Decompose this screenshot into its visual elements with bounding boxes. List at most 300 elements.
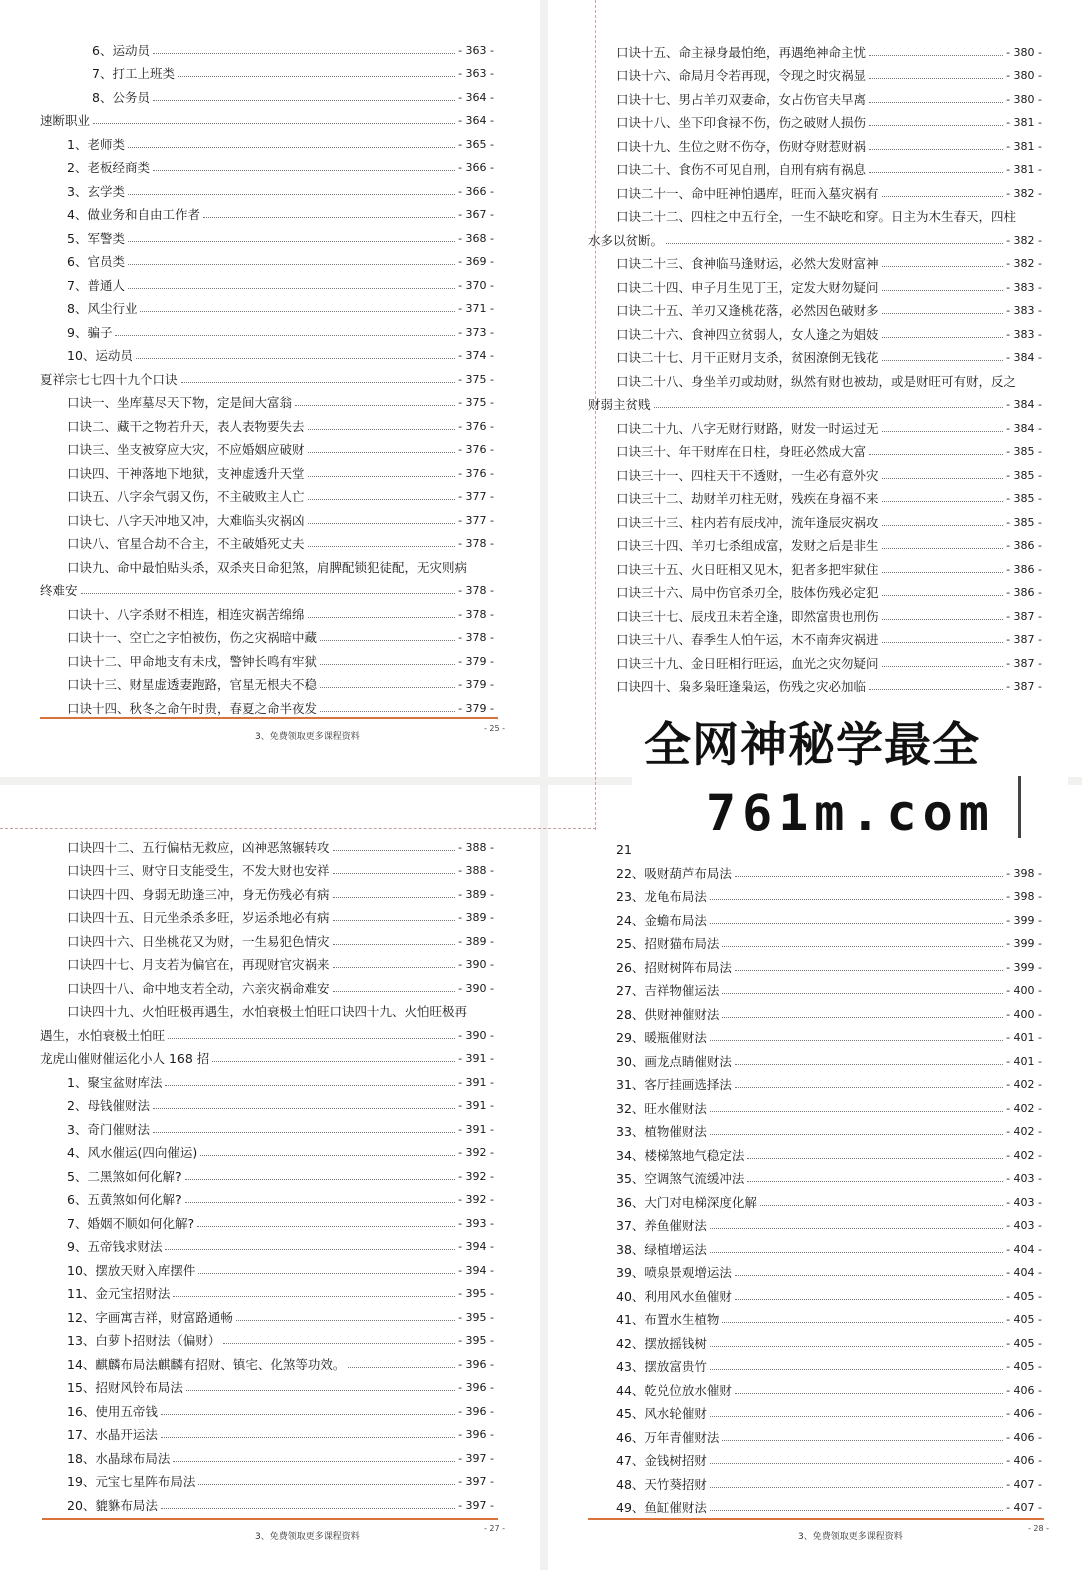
toc-page-ref: - 406 - xyxy=(1006,1454,1042,1467)
toc-page-ref: - 391 - xyxy=(458,1122,494,1136)
toc-entry[interactable] xyxy=(548,1468,1082,1492)
toc-leader xyxy=(153,1108,455,1109)
toc-entry-title: 9、骗子 xyxy=(67,324,113,340)
toc-entry-title: 5、军警类 xyxy=(67,230,125,246)
toc-entry-title: 口诀三十三、柱内若有辰戌冲，流年逢辰灾祸攻 xyxy=(616,514,879,530)
toc-entry[interactable] xyxy=(0,1207,540,1231)
toc-entry[interactable] xyxy=(548,1421,1082,1445)
toc-entry-title: 37、养鱼催财法 xyxy=(616,1218,707,1233)
watermark-url: 761m.com xyxy=(706,784,995,842)
toc-page-ref: - 392 - xyxy=(458,1169,494,1183)
toc-entry-title: 口诀三十、年干财库在日柱，身旺必然成大富 xyxy=(616,444,867,459)
toc-entry[interactable] xyxy=(0,622,540,646)
toc-entry-title: 口诀三十一、四柱天干不透财，一生必有意外灾 xyxy=(616,467,879,483)
toc-page-ref: - 379 - xyxy=(458,678,494,691)
toc-page-ref: - 406 - xyxy=(1006,1407,1042,1420)
toc-entry-title: 2、老板经商类 xyxy=(67,160,150,175)
toc-entry[interactable] xyxy=(548,577,1082,601)
toc-entry-title: 口诀四十九、火怕旺极再遇生，水怕衰极土怕旺口诀四十九、火怕旺极再 xyxy=(67,1004,468,1019)
toc-leader xyxy=(348,1367,455,1368)
toc-leader xyxy=(198,1484,455,1485)
toc-entry[interactable] xyxy=(548,1045,1082,1069)
toc-leader xyxy=(153,1132,455,1133)
toc-page-ref: - 394 - xyxy=(458,1263,494,1277)
toc-entry-title: 口诀二十四、申子月生见丁王，定发大财勿疑问 xyxy=(616,279,879,295)
toc-entry-title: 口诀十、八字杀财不相连，相连灾祸苦绵绵 xyxy=(67,606,305,622)
toc-leader xyxy=(93,123,455,124)
toc-page-ref: - 383 - xyxy=(1006,280,1042,294)
toc-entry[interactable] xyxy=(548,436,1082,460)
toc-page-ref: - 374 - xyxy=(458,349,494,362)
toc-entry[interactable] xyxy=(0,1348,540,1372)
toc-entry[interactable] xyxy=(548,975,1082,999)
toc-page-ref: - 396 - xyxy=(458,1428,494,1441)
toc-leader xyxy=(666,243,1003,244)
toc-entry[interactable] xyxy=(548,647,1082,671)
toc-entry[interactable] xyxy=(0,434,540,458)
toc-page-ref: - 395 - xyxy=(458,1310,494,1324)
toc-entry[interactable] xyxy=(0,105,540,129)
toc-entry-title-continued: 水多以贫断。 xyxy=(588,232,664,248)
toc-leader xyxy=(710,1463,1003,1464)
toc-entry[interactable] xyxy=(0,481,540,505)
toc-leader xyxy=(153,53,455,54)
toc-entry[interactable] xyxy=(548,130,1082,154)
toc-leader xyxy=(869,149,1003,150)
toc-entry[interactable] xyxy=(548,1398,1082,1422)
toc-page-ref: - 382 - xyxy=(1006,257,1042,270)
toc-entry[interactable] xyxy=(548,177,1082,201)
toc-entry[interactable] xyxy=(548,36,1082,60)
toc-entry[interactable] xyxy=(0,387,540,411)
toc-entry-title: 口诀二十九、八字无财行财路，财发一时运过无 xyxy=(616,420,879,436)
toc-page-ref: - 376 - xyxy=(458,466,494,480)
toc-page-ref: - 365 - xyxy=(458,137,494,151)
toc-page-ref: - 367 - xyxy=(458,208,494,221)
toc-entry[interactable] xyxy=(0,575,540,599)
toc-leader xyxy=(710,1510,1003,1511)
toc-entry[interactable] xyxy=(0,878,540,902)
toc-entry[interactable] xyxy=(548,483,1082,507)
toc-page-ref: - 402 - xyxy=(1006,1148,1042,1162)
toc-entry[interactable] xyxy=(0,175,540,199)
toc-entry-title: 口诀四十五、日元坐杀杀多旺，岁运杀地必有病 xyxy=(67,910,330,925)
toc-entry[interactable] xyxy=(0,246,540,270)
toc-page-ref: - 384 - xyxy=(1006,421,1042,435)
toc-leader xyxy=(882,337,1004,338)
toc-entry[interactable] xyxy=(0,1395,540,1419)
toc-page-ref: - 383 - xyxy=(1006,327,1042,341)
toc-entry[interactable] xyxy=(548,530,1082,554)
toc-entry[interactable] xyxy=(548,881,1082,905)
toc-entry-title: 16、使用五帝钱 xyxy=(67,1403,158,1419)
toc-entry[interactable] xyxy=(0,831,540,855)
toc-leader xyxy=(173,1296,455,1297)
toc-leader xyxy=(710,1369,1003,1370)
toc-leader xyxy=(735,970,1003,971)
toc-page-ref: - 366 - xyxy=(458,161,494,174)
toc-entry[interactable] xyxy=(0,645,540,669)
toc-entry[interactable] xyxy=(0,1019,540,1043)
toc-entry[interactable] xyxy=(0,269,540,293)
toc-entry-title: 口诀二十三、食神临马逢财运，必然大发财富神 xyxy=(616,256,879,271)
toc-entry-title-continued: 终难安 xyxy=(40,583,78,598)
toc-leader xyxy=(128,288,455,289)
toc-leader xyxy=(869,125,1003,126)
toc-leader xyxy=(722,1017,1003,1018)
toc-page-ref: - 377 - xyxy=(458,490,494,503)
toc-page-ref: - 397 - xyxy=(458,1451,494,1465)
toc-entry-title: 口诀四十六、日坐桃花又为财，一生易犯色情灾 xyxy=(67,933,330,949)
toc-entry[interactable] xyxy=(548,998,1082,1022)
toc-page-ref: - 405 - xyxy=(1006,1289,1042,1303)
toc-leader xyxy=(153,170,455,171)
toc-page-ref: - 378 - xyxy=(458,607,494,621)
toc-page-ref: - 378 - xyxy=(458,537,494,550)
toc-entry[interactable] xyxy=(548,83,1082,107)
toc-entry[interactable] xyxy=(0,1325,540,1349)
toc-entry[interactable] xyxy=(0,972,540,996)
toc-page-ref: - 400 - xyxy=(1006,1007,1042,1021)
toc-entry[interactable] xyxy=(0,316,540,340)
toc-page-ref: - 407 - xyxy=(1006,1501,1042,1514)
toc-page-ref: - 390 - xyxy=(458,1028,494,1042)
toc-page-ref: - 369 - xyxy=(458,255,494,268)
toc-entry-title: 6、运动员 xyxy=(92,42,150,58)
toc-entry[interactable] xyxy=(0,1466,540,1490)
toc-entry-title: 口诀二十一、命中旺神怕遇库，旺而入墓灾祸有 xyxy=(616,185,879,201)
toc-leader xyxy=(722,993,1003,994)
toc-entry[interactable] xyxy=(548,600,1082,624)
toc-entry-title: 29、暖瓶催财法 xyxy=(616,1030,707,1045)
toc-page-ref: - 402 - xyxy=(1006,1078,1042,1091)
crop-guide-horizontal xyxy=(0,828,596,829)
toc-page-ref: - 386 - xyxy=(1006,562,1042,576)
toc-entry[interactable] xyxy=(548,1092,1082,1116)
toc-entry[interactable] xyxy=(548,1233,1082,1257)
toc-entry-title: 口诀四十八、命中地支若全动，六亲灾祸命难安 xyxy=(67,980,330,996)
toc-page-ref: - 402 - xyxy=(1006,1125,1042,1138)
toc-entry-title: 49、鱼缸催财法 xyxy=(616,1500,707,1515)
toc-leader xyxy=(710,1040,1003,1041)
toc-page-ref: - 366 - xyxy=(458,184,494,198)
toc-leader xyxy=(203,217,455,218)
toc-list xyxy=(548,36,1082,694)
footer-rule xyxy=(588,1518,1044,1520)
toc-entry[interactable] xyxy=(548,389,1082,413)
toc-entry[interactable] xyxy=(548,271,1082,295)
toc-page-ref: - 382 - xyxy=(1006,186,1042,200)
toc-leader xyxy=(333,991,456,992)
toc-entry[interactable] xyxy=(548,553,1082,577)
toc-page-ref: - 383 - xyxy=(1006,304,1042,317)
toc-page-ref: - 377 - xyxy=(458,513,494,527)
watermark-title: 全网神秘学最全 xyxy=(644,718,980,773)
toc-page-ref: - 379 - xyxy=(458,701,494,715)
toc-leader xyxy=(333,873,456,874)
toc-page-ref: - 396 - xyxy=(458,1381,494,1394)
toc-entry[interactable] xyxy=(548,342,1082,366)
toc-top-number: 21 xyxy=(616,841,632,857)
toc-entry[interactable] xyxy=(548,1186,1082,1210)
toc-page-ref: - 381 - xyxy=(1006,139,1042,153)
toc-entry[interactable] xyxy=(0,457,540,481)
toc-leader xyxy=(882,666,1004,667)
toc-entry[interactable] xyxy=(548,248,1082,272)
toc-entry[interactable] xyxy=(548,295,1082,319)
toc-entry-title: 口诀十四、秋冬之命午时贵，春夏之命半夜发 xyxy=(67,700,318,716)
toc-leader xyxy=(165,1085,455,1086)
toc-page-ref: - 389 - xyxy=(458,887,494,901)
toc-entry[interactable] xyxy=(0,1043,540,1067)
toc-entry[interactable] xyxy=(0,410,540,434)
toc-entry-title: 25、招财猫布局法 xyxy=(616,936,720,951)
toc-leader xyxy=(869,454,1003,455)
toc-leader xyxy=(308,499,456,500)
toc-entry-title: 口诀四十二、五行偏枯无救应，凶神恶煞辗转攻 xyxy=(67,839,330,855)
toc-entry[interactable] xyxy=(548,1304,1082,1328)
toc-entry[interactable] xyxy=(548,412,1082,436)
toc-entry[interactable] xyxy=(0,1372,540,1396)
toc-entry[interactable] xyxy=(0,504,540,528)
toc-entry-title: 22、吸财葫芦布局法 xyxy=(616,865,732,881)
toc-entry[interactable] xyxy=(0,1419,540,1443)
toc-entry-title: 35、空调煞气流缓冲法 xyxy=(616,1171,745,1186)
toc-entry-title: 10、摆放天财入库摆件 xyxy=(67,1262,196,1278)
toc-entry[interactable] xyxy=(0,152,540,176)
toc-entry[interactable] xyxy=(548,1116,1082,1140)
toc-entry[interactable] xyxy=(548,224,1082,248)
toc-entry[interactable] xyxy=(0,1278,540,1302)
toc-entry[interactable] xyxy=(548,904,1082,928)
toc-leader xyxy=(882,548,1004,549)
toc-entry[interactable] xyxy=(0,528,540,552)
toc-page-ref: - 385 - xyxy=(1006,515,1042,529)
toc-page-ref: - 382 - xyxy=(1006,233,1042,247)
toc-entry-title: 口诀二十二、四柱之中五行全，一生不缺吃和穿。日主为木生春天，四柱 xyxy=(616,209,1017,224)
toc-entry[interactable] xyxy=(548,318,1082,342)
toc-leader xyxy=(710,899,1003,900)
toc-leader xyxy=(168,1038,455,1039)
toc-page-ref: - 401 - xyxy=(1006,1054,1042,1068)
toc-entry[interactable] xyxy=(0,949,540,973)
toc-entry[interactable] xyxy=(548,1492,1082,1516)
toc-page-ref: - 375 - xyxy=(458,396,494,409)
toc-leader xyxy=(882,290,1004,291)
toc-entry[interactable] xyxy=(548,1327,1082,1351)
toc-entry[interactable] xyxy=(548,951,1082,975)
toc-entry-title: 口诀十六、命局月令若再现，令现之时灾祸显 xyxy=(616,68,867,83)
toc-entry[interactable] xyxy=(0,1489,540,1513)
toc-entry-title: 20、貔貅布局法 xyxy=(67,1497,158,1513)
toc-leader xyxy=(186,1390,455,1391)
toc-entry-title: 口诀四十三、财守日支能受生，不发大财也安祥 xyxy=(67,863,330,878)
toc-entry-title: 口诀十三、财星虚透妻跑路，官星无根夫不稳 xyxy=(67,677,318,692)
toc-entry[interactable] xyxy=(548,928,1082,952)
toc-entry-title: 30、画龙点睛催财法 xyxy=(616,1053,732,1069)
toc-entry[interactable] xyxy=(0,1254,540,1278)
toc-entry[interactable] xyxy=(0,1113,540,1137)
toc-entry-title: 48、天竹葵招财 xyxy=(616,1476,707,1492)
toc-entry[interactable] xyxy=(0,199,540,223)
toc-leader xyxy=(735,1393,1003,1394)
toc-entry[interactable] xyxy=(548,857,1082,881)
toc-page-ref: - 389 - xyxy=(458,911,494,924)
toc-page-ref: - 392 - xyxy=(458,1193,494,1206)
toc-page-ref: - 385 - xyxy=(1006,468,1042,482)
toc-leader xyxy=(308,617,456,618)
toc-entry[interactable] xyxy=(0,1442,540,1466)
toc-entry-title: 口诀一、坐库墓尽天下物，定是间大富翁 xyxy=(67,395,293,410)
toc-leader xyxy=(882,313,1004,314)
toc-leader xyxy=(223,1343,455,1344)
toc-entry[interactable] xyxy=(0,1066,540,1090)
toc-page-ref: - 391 - xyxy=(458,1052,494,1065)
toc-entry-title: 口诀四十四、身弱无助逢三冲，身无伤残必有病 xyxy=(67,886,330,902)
toc-entry-title: 23、龙龟布局法 xyxy=(616,889,707,904)
toc-page-ref: - 380 - xyxy=(1006,45,1042,59)
toc-entry-title: 41、布置水生植物 xyxy=(616,1312,720,1327)
toc-entry[interactable] xyxy=(548,459,1082,483)
toc-entry[interactable] xyxy=(0,363,540,387)
toc-leader xyxy=(320,664,455,665)
footer-text: 3、免费领取更多课程资料 xyxy=(255,1532,360,1542)
toc-page-ref: - 364 - xyxy=(458,114,494,127)
page-number: - 28 - xyxy=(1028,1524,1050,1533)
toc-entry[interactable] xyxy=(0,1231,540,1255)
toc-entry-title: 口诀十七、男占羊刃双妻命，女占伤官夫早离 xyxy=(616,91,867,107)
toc-page-ref: - 385 - xyxy=(1006,445,1042,458)
toc-leader xyxy=(81,593,456,594)
toc-page-ref: - 387 - xyxy=(1006,680,1042,693)
toc-page-ref: - 390 - xyxy=(458,958,494,971)
toc-page-ref: - 385 - xyxy=(1006,492,1042,505)
toc-entry[interactable] xyxy=(548,154,1082,178)
toc-leader xyxy=(333,944,456,945)
toc-page-ref: - 363 - xyxy=(458,67,494,80)
toc-entry[interactable] xyxy=(548,1257,1082,1281)
toc-entry[interactable] xyxy=(0,1137,540,1161)
toc-page-ref: - 368 - xyxy=(458,231,494,245)
toc-leader xyxy=(882,501,1004,502)
toc-leader xyxy=(308,546,456,547)
toc-entry-title: 口诀三十七、辰戌丑未若全逢，即然富贵也刑伤 xyxy=(616,608,879,624)
toc-entry[interactable] xyxy=(548,1351,1082,1375)
toc-leader xyxy=(198,1273,455,1274)
toc-entry-title: 4、做业务和自由工作者 xyxy=(67,207,200,222)
toc-entry-title: 口诀四、干神落地下地狱，支神虚透升天堂 xyxy=(67,465,305,481)
toc-leader xyxy=(882,642,1004,643)
toc-entry[interactable] xyxy=(0,293,540,317)
toc-leader xyxy=(333,920,456,921)
toc-entry[interactable] xyxy=(548,107,1082,131)
toc-entry[interactable] xyxy=(548,1139,1082,1163)
toc-entry-title: 13、白萝卜招财法（偏财） xyxy=(67,1333,221,1348)
toc-page-ref: - 395 - xyxy=(458,1287,494,1300)
toc-entry[interactable] xyxy=(0,1301,540,1325)
toc-entry[interactable] xyxy=(0,692,540,716)
toc-entry[interactable] xyxy=(0,855,540,879)
footer-rule xyxy=(42,1518,498,1520)
toc-entry[interactable] xyxy=(548,1280,1082,1304)
toc-entry[interactable] xyxy=(548,1163,1082,1187)
toc-entry[interactable] xyxy=(548,1022,1082,1046)
toc-leader xyxy=(882,431,1004,432)
toc-leader xyxy=(710,1228,1003,1229)
toc-leader xyxy=(333,897,456,898)
toc-page-ref: - 386 - xyxy=(1006,586,1042,599)
toc-entry[interactable] xyxy=(0,902,540,926)
toc-entry-title: 口诀四十、枭多枭旺逢枭运，伤残之灾必加临 xyxy=(616,679,867,694)
toc-entry[interactable] xyxy=(0,598,540,622)
toc-leader xyxy=(136,358,455,359)
toc-page-ref: - 388 - xyxy=(458,864,494,877)
toc-entry-title: 3、奇门催财法 xyxy=(67,1121,150,1137)
toc-entry[interactable] xyxy=(0,34,540,58)
toc-page-ref: - 396 - xyxy=(458,1404,494,1418)
toc-page-ref: - 399 - xyxy=(1006,913,1042,927)
toc-entry[interactable] xyxy=(0,1090,540,1114)
toc-entry[interactable] xyxy=(0,1184,540,1208)
toc-entry[interactable] xyxy=(0,58,540,82)
toc-entry-title: 33、植物催财法 xyxy=(616,1124,707,1139)
toc-entry[interactable] xyxy=(548,506,1082,530)
toc-entry[interactable] xyxy=(0,925,540,949)
toc-entry[interactable] xyxy=(0,81,540,105)
toc-page-ref: - 393 - xyxy=(458,1216,494,1230)
toc-page-ref: - 407 - xyxy=(1006,1477,1042,1491)
toc-leader xyxy=(882,572,1004,573)
toc-entry[interactable] xyxy=(0,128,540,152)
toc-leader xyxy=(173,1461,455,1462)
toc-page-26 xyxy=(548,0,1082,777)
toc-entry-title: 47、金钱树招财 xyxy=(616,1453,707,1468)
toc-entry[interactable] xyxy=(0,669,540,693)
toc-leader xyxy=(869,689,1003,690)
toc-page-ref: - 405 - xyxy=(1006,1360,1042,1373)
toc-entry[interactable] xyxy=(0,222,540,246)
toc-leader xyxy=(869,55,1003,56)
toc-leader xyxy=(308,523,456,524)
toc-entry-title: 15、招财风铃布局法 xyxy=(67,1380,183,1395)
toc-entry-title: 39、喷泉景观增运法 xyxy=(616,1265,732,1280)
toc-entry[interactable] xyxy=(548,624,1082,648)
footer-text: 3、免费领取更多课程资料 xyxy=(798,1532,903,1542)
toc-leader xyxy=(882,525,1004,526)
toc-entry[interactable] xyxy=(548,671,1082,695)
toc-list xyxy=(0,34,540,716)
toc-leader xyxy=(722,946,1003,947)
toc-entry[interactable] xyxy=(548,60,1082,84)
toc-entry-title: 1、聚宝盆财库法 xyxy=(67,1074,163,1090)
toc-entry[interactable] xyxy=(0,1160,540,1184)
toc-page-ref: - 395 - xyxy=(458,1334,494,1347)
toc-entry[interactable] xyxy=(548,1210,1082,1234)
toc-entry-title: 口诀七、八字天冲地又冲，大难临头灾祸凶 xyxy=(67,512,305,528)
toc-leader xyxy=(869,172,1003,173)
toc-leader xyxy=(333,850,456,851)
toc-entry[interactable] xyxy=(548,1069,1082,1093)
toc-entry[interactable] xyxy=(548,1445,1082,1469)
toc-page-ref: - 390 - xyxy=(458,981,494,995)
toc-leader xyxy=(212,1061,455,1062)
toc-entry[interactable] xyxy=(0,340,540,364)
toc-page-ref: - 394 - xyxy=(458,1240,494,1253)
toc-entry-title: 14、麒麟布局法麒麟有招财、镇宅、化煞等功效。 xyxy=(67,1356,346,1372)
toc-entry[interactable] xyxy=(548,1374,1082,1398)
toc-leader xyxy=(735,876,1003,877)
toc-entry-title: 7、打工上班类 xyxy=(92,66,175,81)
